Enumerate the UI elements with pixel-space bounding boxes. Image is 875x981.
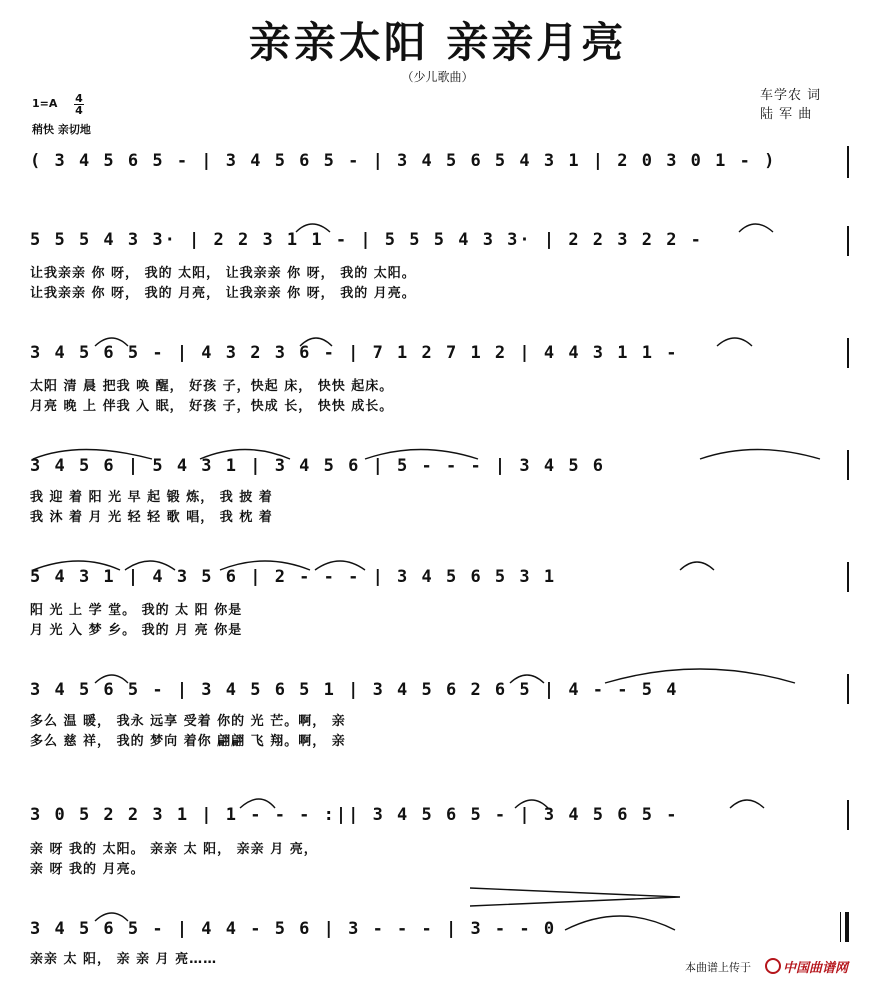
lyric-verse-2: 亲 呀 我的 月亮。 xyxy=(30,862,145,877)
slur xyxy=(717,338,752,346)
slur xyxy=(240,799,275,808)
upload-note: 本曲谱上传于 xyxy=(685,961,751,974)
decrescendo xyxy=(470,888,680,906)
lyric-verse-1: 亲 呀 我的 太阳。 亲亲 太 阳， 亲亲 月 亮， xyxy=(30,842,318,857)
slur xyxy=(730,800,764,808)
composer-credit: 陆 军 曲 xyxy=(760,107,813,122)
lyric-verse-2: 月亮 晚 上 伴我 入 眠， 好孩 子，快成 长， 快快 成长。 xyxy=(30,399,394,414)
slur xyxy=(510,675,544,683)
lyric-verse-2: 我 沐 着 月 光 轻 轻 歌 唱， 我 枕 着 xyxy=(30,510,273,525)
slur xyxy=(605,669,795,683)
slur xyxy=(95,913,128,921)
slur xyxy=(95,338,128,346)
score-row-notes: 5 4 3 1 | 4 3 5 6 | 2 - - - | 3 4 5 6 5 3 1 xyxy=(30,567,557,587)
slur xyxy=(565,916,675,930)
score-row-notes: ( 3 4 5 6 5 - | 3 4 5 6 5 - | 3 4 5 6 5 4 3 1 | 2 0 3 0 1 - ) xyxy=(30,151,777,171)
slur xyxy=(515,800,548,808)
lyric-verse-1: 我 迎 着 阳 光 早 起 锻 炼， 我 披 着 xyxy=(30,490,273,505)
slur xyxy=(739,224,773,232)
score-row-notes: 3 4 5 6 5 - | 3 4 5 6 5 1 | 3 4 5 6 2 6 5 | 4 - - 5 4 xyxy=(30,680,679,700)
slur xyxy=(680,562,714,570)
tempo-marking: 稍快 亲切地 xyxy=(32,123,91,136)
slur xyxy=(220,561,310,570)
lyric-verse-1: 阳 光 上 学 堂。 我的 太 阳 你是 xyxy=(30,603,243,618)
song-title: 亲亲太阳 亲亲月亮 xyxy=(248,18,627,67)
score-row-notes: 3 4 5 6 5 - | 4 4 - 5 6 | 3 - - - | 3 - - 0 xyxy=(30,919,557,939)
slur xyxy=(700,450,820,460)
slur xyxy=(125,561,175,570)
logo-icon xyxy=(765,958,781,974)
slur xyxy=(95,675,128,683)
site-logo[interactable] xyxy=(765,957,848,976)
song-subtitle: （少儿歌曲） xyxy=(401,70,474,84)
score-row-notes: 3 0 5 2 2 3 1 | 1 - - - :|| 3 4 5 6 5 - | 3 4 5 6 5 - xyxy=(30,805,679,825)
lyric-verse-1: 太阳 清 晨 把我 唤 醒， 好孩 子，快起 床， 快快 起床。 xyxy=(30,379,394,394)
lyricist-credit: 车学农 词 xyxy=(760,88,822,103)
site-logo-text: 中国曲谱网 xyxy=(783,961,849,976)
score-row-notes: 3 4 5 6 5 - | 4 3 2 3 6 - | 7 1 2 7 1 2 | 4 4 3 1 1 - xyxy=(30,343,679,363)
key-signature: 1=A xyxy=(32,97,58,110)
lyric-verse-2: 多么 慈 祥， 我的 梦向 着你 翩翩 飞 翔。啊， 亲 xyxy=(30,734,346,749)
score-row-notes: 5 5 5 4 3 3· | 2 2 3 1 1 - | 5 5 5 4 3 3· | 2 2 3 2 2 - xyxy=(30,230,703,250)
time-signature-top: 4 xyxy=(75,92,83,105)
lyric-verse-1: 让我亲亲 你 呀， 我的 太阳， 让我亲亲 你 呀， 我的 太阳。 xyxy=(30,266,416,281)
time-signature-bottom: 4 xyxy=(75,104,83,117)
slur xyxy=(200,450,290,460)
lyric-verse-2: 让我亲亲 你 呀， 我的 月亮， 让我亲亲 你 呀， 我的 月亮。 xyxy=(30,286,416,301)
score-row-notes: 3 4 5 6 | 5 4 3 1 | 3 4 5 6 | 5 - - - | 3 4 5 6 xyxy=(30,456,606,476)
slur xyxy=(33,450,152,460)
lyric-verse-2: 月 光 入 梦 乡。 我的 月 亮 你是 xyxy=(30,623,243,638)
slur xyxy=(33,561,120,570)
slur xyxy=(296,224,330,232)
slur xyxy=(365,450,478,460)
lyric-verse-1: 亲亲 太 阳， 亲 亲 月 亮…… xyxy=(30,952,218,967)
lyric-verse-1: 多么 温 暖， 我永 远享 受着 你的 光 芒。啊， 亲 xyxy=(30,714,346,729)
slur xyxy=(300,338,332,346)
slur xyxy=(315,561,365,570)
